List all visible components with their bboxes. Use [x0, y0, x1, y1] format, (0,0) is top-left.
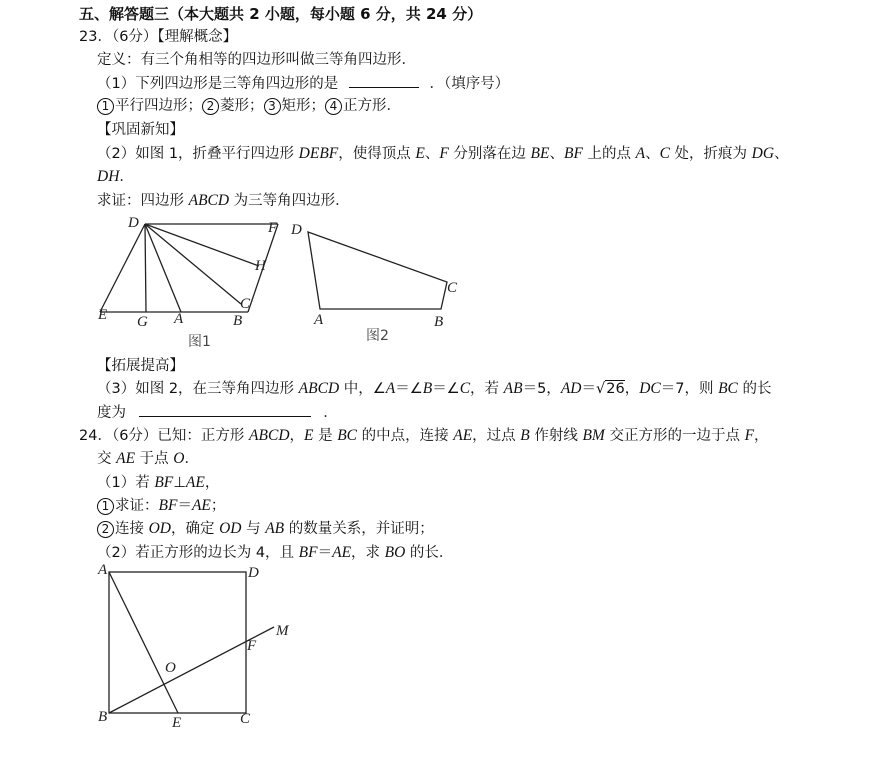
segment-AE — [109, 572, 178, 713]
option-4-text: 正方形． — [343, 98, 401, 114]
q23-part3-line2: 度为 ． — [97, 402, 338, 423]
fig1-caption: 图1 — [188, 334, 211, 350]
fig-label-B: B — [98, 709, 108, 725]
q23-options — [97, 96, 401, 116]
q23-header: 23．（6分）【理解概念】 — [79, 29, 238, 45]
fig-label-D: D — [248, 565, 259, 581]
q24-figure — [90, 560, 300, 732]
option-4-marker: 4 — [325, 98, 342, 115]
option-2-marker: 2 — [202, 98, 219, 115]
sqrt-radicand: 26 — [606, 381, 625, 397]
q23-consolidate-heading: 【巩固新知】 — [97, 122, 184, 138]
figure-1 — [97, 215, 278, 350]
fig2-label-A: A — [314, 312, 324, 328]
q23-part1-text: （1）下列四边形是三等角四边形的是 — [97, 76, 339, 92]
sub1-marker: 1 — [97, 498, 114, 515]
q23-part1-hint: ．（填序号） — [429, 76, 510, 92]
option-2-text: 菱形； — [220, 98, 264, 114]
fig1-segment-DC — [145, 224, 241, 304]
figure-2 — [290, 222, 458, 344]
fig1-label-H: H — [255, 258, 266, 274]
q24-sub1: 1 求证：BF＝AE； — [97, 496, 225, 516]
option-1-text: 平行四边形； — [115, 98, 202, 114]
fig-label-A: A — [98, 562, 108, 578]
q24-line1: 24．（6分）已知：正方形 ABCD，E 是 BC 的中点，连接 AE，过点 B 作射线 BM 交正方形的一边于点 F， — [79, 427, 769, 444]
fig1-label-G: G — [137, 314, 148, 330]
fig2-label-C: C — [447, 280, 458, 296]
q24-line2: 交 AE 于点 O． — [97, 450, 199, 467]
fig-label-O: O — [165, 660, 176, 676]
fig1-label-D: D — [128, 215, 139, 231]
q23-part3-line1: （3）如图 2，在三等角四边形 ABCD 中，∠A＝∠B＝∠C，若 AB＝5，AD＝√26，DC＝7，则 BC 的长 — [97, 380, 772, 397]
option-3-marker: 3 — [264, 98, 281, 115]
q23-extend-heading: 【拓展提高】 — [97, 358, 184, 374]
q23-part1-answer-blank[interactable] — [349, 73, 419, 88]
q23-part3-answer-blank[interactable] — [139, 402, 311, 417]
q23-part1 — [97, 73, 509, 94]
fig2-label-D: D — [291, 222, 302, 238]
fig1-label-F: F — [268, 220, 278, 236]
fig2-label-B: B — [434, 314, 444, 330]
fig1-label-E: E — [98, 307, 108, 323]
fig-label-M: M — [276, 623, 289, 639]
fig1-edge-DE — [100, 224, 145, 312]
q24-sub2: 2 连接 OD，确定 OD 与 AB 的数量关系，并证明； — [97, 519, 434, 539]
fig2-caption: 图2 — [366, 328, 389, 344]
q23-part2-line2: DH． — [97, 168, 134, 185]
fig1-crease-DH — [145, 224, 259, 266]
option-1-marker: 1 — [97, 98, 114, 115]
fig1-label-B: B — [233, 313, 243, 329]
fig1-label-A: A — [174, 311, 184, 327]
q24-part1: （1）若 BF⊥AE， — [97, 474, 220, 491]
q23-definition: 定义：有三个角相等的四边形叫做三等角四边形． — [97, 52, 416, 68]
q24-part2: （2）若正方形的边长为 4，且 BF＝AE，求 BO 的长． — [97, 544, 454, 561]
fig2-quadrilateral — [308, 232, 447, 309]
q23-figures — [90, 212, 470, 352]
sub2-marker: 2 — [97, 521, 114, 538]
fig1-crease-DG — [145, 224, 146, 312]
q23-prove: 求证：四边形 ABCD 为三等角四边形． — [97, 192, 350, 209]
fig-label-E: E — [172, 715, 182, 731]
option-3-text: 矩形； — [281, 98, 325, 114]
fig-label-F: F — [247, 638, 257, 654]
fig1-label-C: C — [240, 296, 251, 312]
fig-label-C: C — [240, 711, 251, 727]
q23-part2-line1: （2）如图 1，折叠平行四边形 DEBF，使得顶点 E、F 分别落在边 BE、BF 上的点 A、C 处，折痕为 DG、 — [97, 145, 789, 162]
fig1-segment-DA — [145, 224, 181, 312]
section-title: 五、解答题三（本大题共 2 小题，每小题 6 分，共 24 分） — [79, 5, 483, 23]
square-ABCD — [109, 572, 246, 713]
